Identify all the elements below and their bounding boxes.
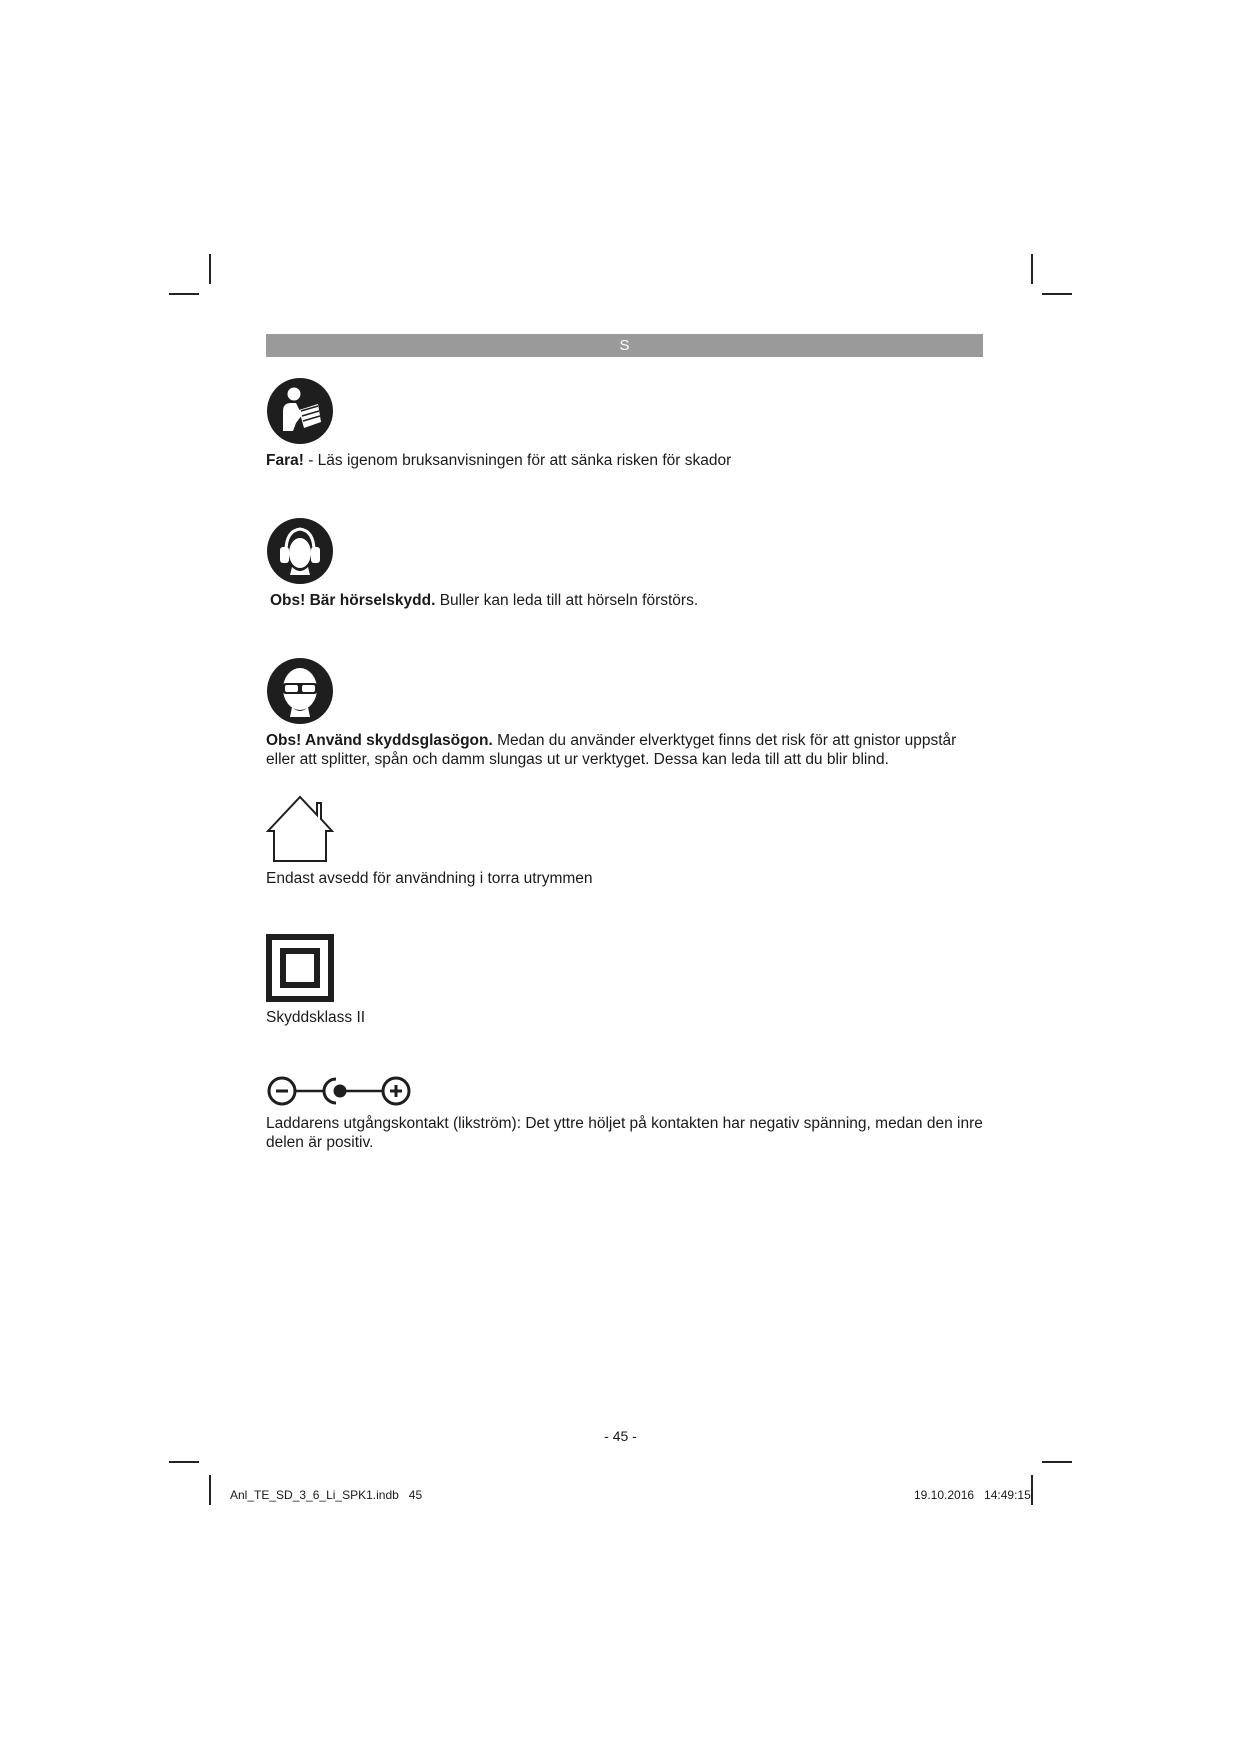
footer-timestamp: 19.10.2016 14:49:15: [914, 1488, 1031, 1502]
eye-protection-icon: [266, 657, 334, 725]
info-text: Laddarens utgångskontakt (likström): Det yttre höljet på kontakten har negativ spänning, medan den inre delen är positiv.: [266, 1115, 983, 1151]
info-text: Skyddsklass II: [266, 1009, 366, 1026]
read-manual-icon: [266, 377, 334, 445]
warning-text: Fara! - Läs igenom bruksanvisningen för att sänka risken för skador: [266, 452, 732, 469]
page-number: - 45 -: [604, 1428, 637, 1444]
ear-protection-icon: [266, 517, 334, 585]
protection-class-ii-icon: [266, 934, 334, 1002]
warning-block: [266, 517, 986, 610]
info-block: [266, 1074, 986, 1152]
indoor-use-house-icon: [266, 795, 334, 863]
info-block: [266, 934, 986, 1027]
crop-mark: [169, 293, 199, 295]
warning-text: Obs! Bär hörselskydd. Buller kan leda till att hörseln förstörs.: [270, 592, 699, 609]
info-text: Endast avsedd för användning i torra utrymmen: [266, 870, 593, 887]
crop-mark: [209, 1475, 211, 1505]
warning-text: Obs! Använd skyddsglasögon. Medan du använder elverktyget finns det risk för att gnistor uppstår eller att splitter, spån och damm slungas ut ur verktyget. Dessa kan leda till att du blir blind.: [266, 732, 957, 768]
crop-mark: [1031, 254, 1033, 284]
crop-mark: [1042, 1461, 1072, 1463]
crop-mark: [209, 254, 211, 284]
info-block: [266, 795, 986, 888]
footer-filename: Anl_TE_SD_3_6_Li_SPK1.indb 45: [230, 1488, 423, 1502]
crop-mark: [169, 1461, 199, 1463]
warning-block: [266, 657, 986, 769]
dc-polarity-icon: [266, 1074, 414, 1108]
language-header-bar: S: [266, 334, 983, 357]
warning-block: [266, 377, 986, 470]
crop-mark: [1031, 1475, 1033, 1505]
crop-mark: [1042, 293, 1072, 295]
